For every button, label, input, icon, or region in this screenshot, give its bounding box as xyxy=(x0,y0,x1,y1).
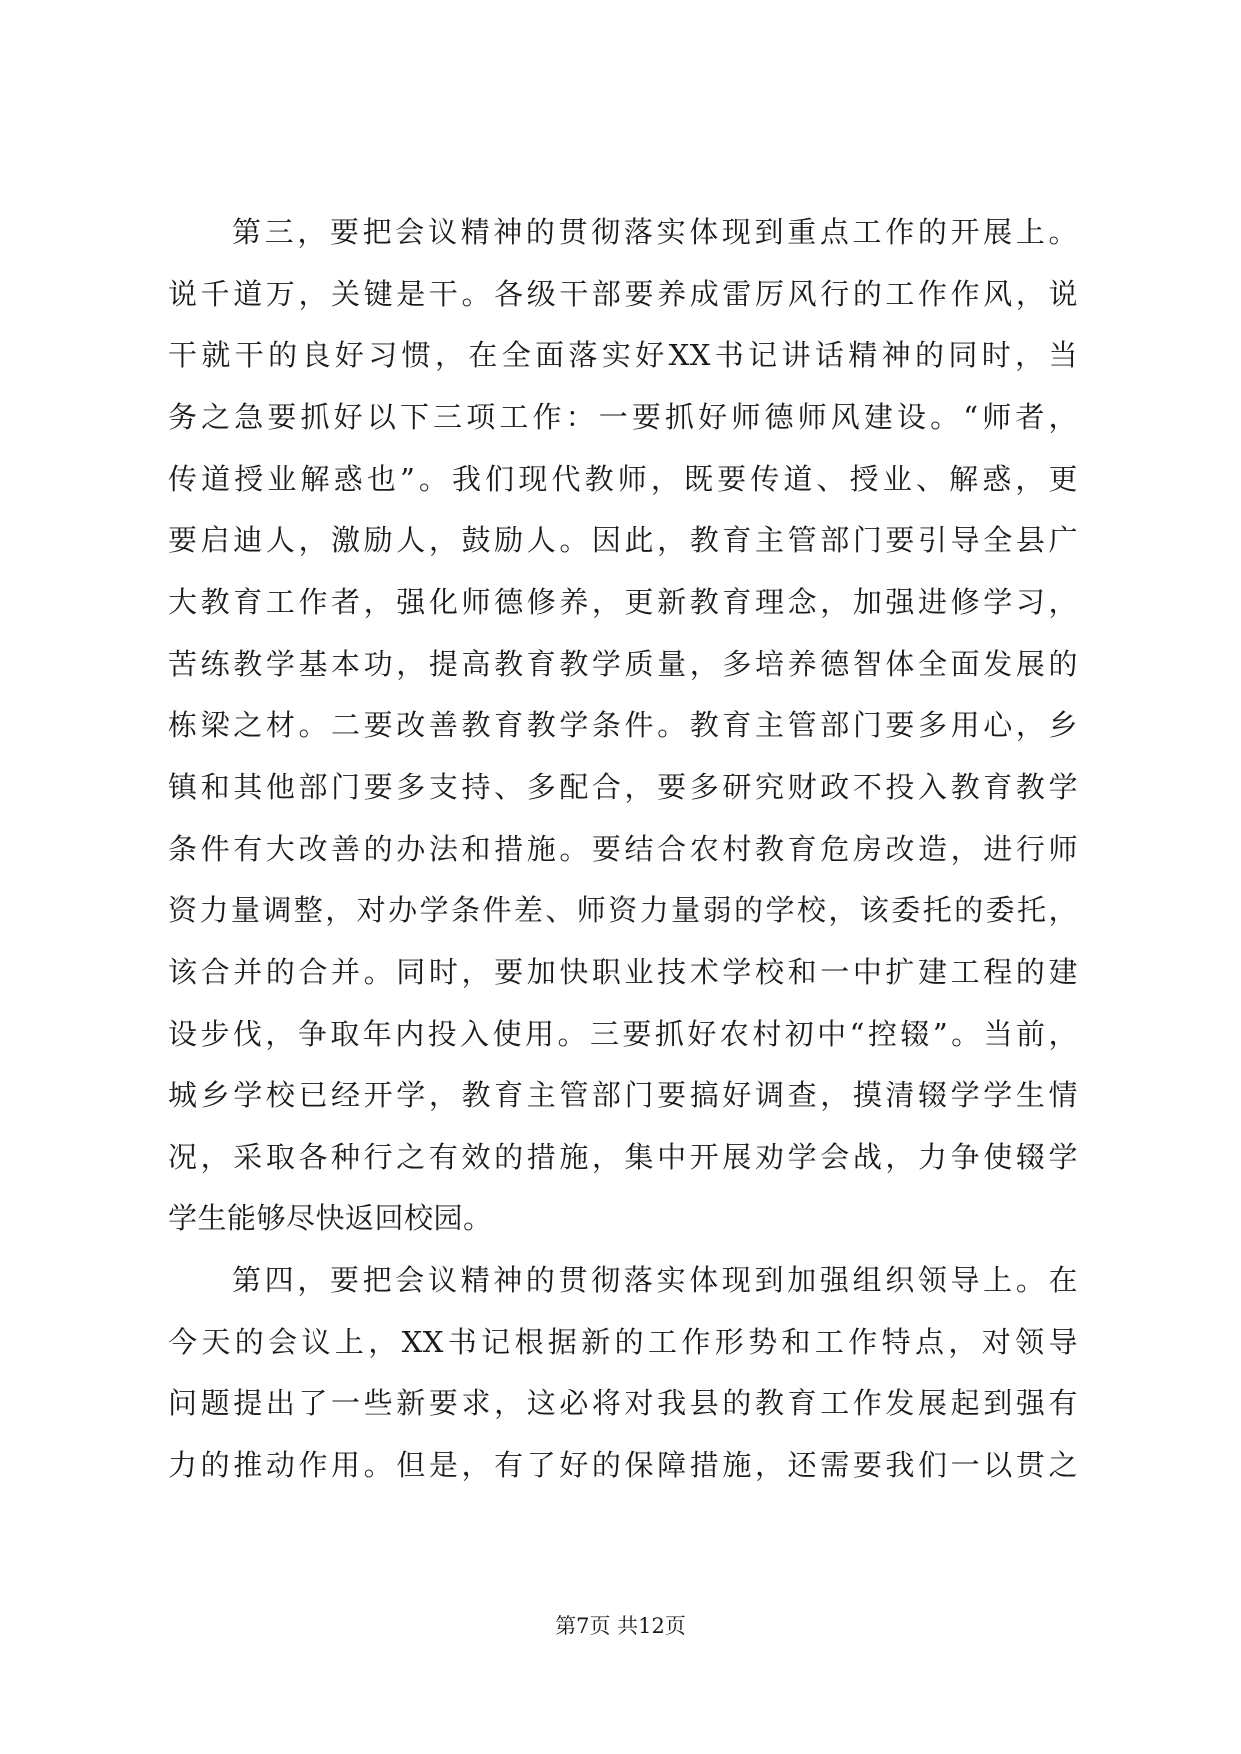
paragraph-line: 说千道万，关键是干。各级干部要养成雷厉风行的工作作风，说 xyxy=(168,277,1078,311)
paragraph-line: 该合并的合并。同时，要加快职业技术学校和一中扩建工程的建 xyxy=(168,955,1078,989)
paragraph-line: 镇和其他部门要多支持、多配合，要多研究财政不投入教育教学 xyxy=(168,770,1078,804)
paragraph-line: 大教育工作者，强化师德修养，更新教育理念，加强进修学习， xyxy=(168,585,1078,619)
paragraph-line: 务之急要抓好以下三项工作：一要抓好师德师风建设。“师者， xyxy=(168,400,1078,434)
paragraph-line: 第三，要把会议精神的贯彻落实体现到重点工作的开展上。 xyxy=(232,215,1078,249)
paragraph-line: 城乡学校已经开学，教育主管部门要搞好调查，摸清辍学学生情 xyxy=(168,1078,1078,1112)
paragraph-line: 资力量调整，对办学条件差、师资力量弱的学校，该委托的委托， xyxy=(168,893,1078,927)
page-footer: 第7页 共12页 xyxy=(555,1614,686,1638)
paragraph-line: 今天的会议上，XX书记根据新的工作形势和工作特点，对领导 xyxy=(168,1325,1078,1359)
paragraph-line: 栋梁之材。二要改善教育教学条件。教育主管部门要多用心，乡 xyxy=(168,708,1078,742)
paragraph-line: 第四，要把会议精神的贯彻落实体现到加强组织领导上。在 xyxy=(232,1263,1078,1297)
paragraph-line: 力的推动作用。但是，有了好的保障措施，还需要我们一以贯之 xyxy=(168,1448,1078,1482)
paragraph-line: 况，采取各种行之有效的措施，集中开展劝学会战，力争使辍学 xyxy=(168,1140,1078,1174)
paragraph-line: 条件有大改善的办法和措施。要结合农村教育危房改造，进行师 xyxy=(168,832,1078,866)
paragraph-line: 传道授业解惑也”。我们现代教师，既要传道、授业、解惑，更 xyxy=(168,462,1078,496)
paragraph-line: 设步伐，争取年内投入使用。三要抓好农村初中“控辍”。当前， xyxy=(168,1017,1078,1051)
paragraph-line: 苦练教学基本功，提高教育教学质量，多培养德智体全面发展的 xyxy=(168,647,1078,681)
paragraph-line: 干就干的良好习惯，在全面落实好XX书记讲话精神的同时，当 xyxy=(168,338,1078,372)
paragraph-line: 学生能够尽快返回校园。 xyxy=(168,1201,493,1235)
paragraph-line: 要启迪人，激励人，鼓励人。因此，教育主管部门要引导全县广 xyxy=(168,523,1078,557)
paragraph-line: 问题提出了一些新要求，这必将对我县的教育工作发展起到强有 xyxy=(168,1386,1078,1420)
